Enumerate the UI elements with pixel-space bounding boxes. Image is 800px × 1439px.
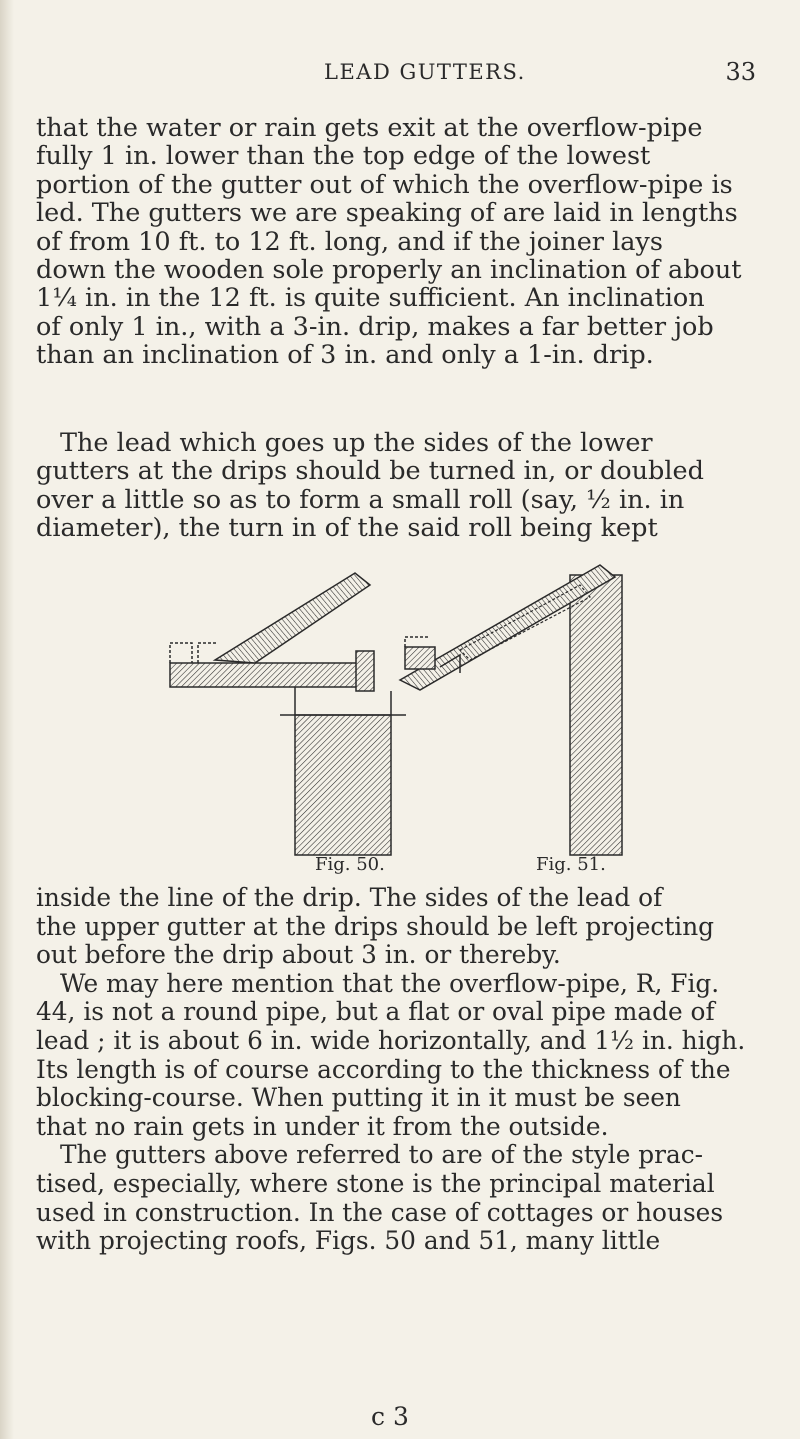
page-number: 33 — [725, 58, 756, 86]
text-line: that the water or rain gets exit at the overflow-pipe — [36, 113, 703, 143]
text-line: inside the line of the drip. The sides of the lead of — [36, 883, 663, 912]
text-line: diameter), the turn in of the said roll being kept — [36, 513, 658, 544]
text-line: of only 1 in., with a 3-in. drip, makes a far better job — [36, 311, 714, 342]
running-head: LEAD GUTTERS. — [324, 60, 526, 84]
text-line: tised, especially, where stone is the principal material — [36, 1168, 715, 1198]
text-line: portion of the gutter out of which the overflow-pipe is — [36, 169, 733, 200]
signature-mark: c 3 — [371, 1402, 409, 1431]
paragraph-2 — [36, 429, 756, 543]
text-line: over a little so as to form a small roll (say, ½ in. in — [36, 484, 685, 515]
text-line: out before the drip about 3 in. or thereby. — [36, 940, 561, 970]
text-line: of from 10 ft. to 12 ft. long, and if the joiner lays — [36, 226, 663, 257]
text-line: with projecting roofs, Figs. 50 and 51, many little — [36, 1226, 661, 1256]
text-line: that no rain gets in under it from the outside. — [36, 1111, 609, 1141]
text-line: the upper gutter at the drips should be left projecting — [36, 911, 715, 941]
text-line: The gutters above referred to are of the style prac- — [60, 1140, 704, 1170]
paragraph-3 — [36, 884, 756, 1256]
gutter-figures — [160, 555, 630, 860]
text-line: 1¼ in. in the 12 ft. is quite sufficient. An inclination — [36, 283, 705, 314]
text-line: We may here mention that the overflow-pipe, R, Fig. — [60, 968, 720, 998]
page-header — [0, 58, 800, 88]
paragraph-1 — [36, 114, 756, 370]
figure-51-caption: Fig. 51. — [536, 854, 606, 875]
figure-50-caption: Fig. 50. — [315, 854, 385, 875]
page-binding-edge — [0, 0, 14, 1439]
figure-50-drawing — [170, 573, 406, 855]
text-line: used in construction. In the case of cottages or houses — [36, 1197, 724, 1227]
text-line: lead ; it is about 6 in. wide horizontally, and 1½ in. high. — [36, 1025, 746, 1055]
figure-51-drawing — [400, 565, 622, 855]
text-line: down the wooden sole properly an inclination of about — [36, 255, 742, 286]
text-line: The lead which goes up the sides of the lower — [60, 428, 653, 458]
text-line: Its length is of course according to the thickness of the — [36, 1054, 731, 1084]
text-line: fully 1 in. lower than the top edge of the lowest — [36, 141, 651, 172]
text-line: gutters at the drips should be turned in, or doubled — [36, 456, 704, 487]
text-line: led. The gutters we are speaking of are laid in lengths — [36, 198, 738, 229]
text-line: blocking-course. When putting it in it must be seen — [36, 1083, 681, 1113]
text-line: 44, is not a round pipe, but a flat or oval pipe made of — [36, 997, 715, 1027]
text-line: than an inclination of 3 in. and only a 1-in. drip. — [36, 340, 654, 371]
